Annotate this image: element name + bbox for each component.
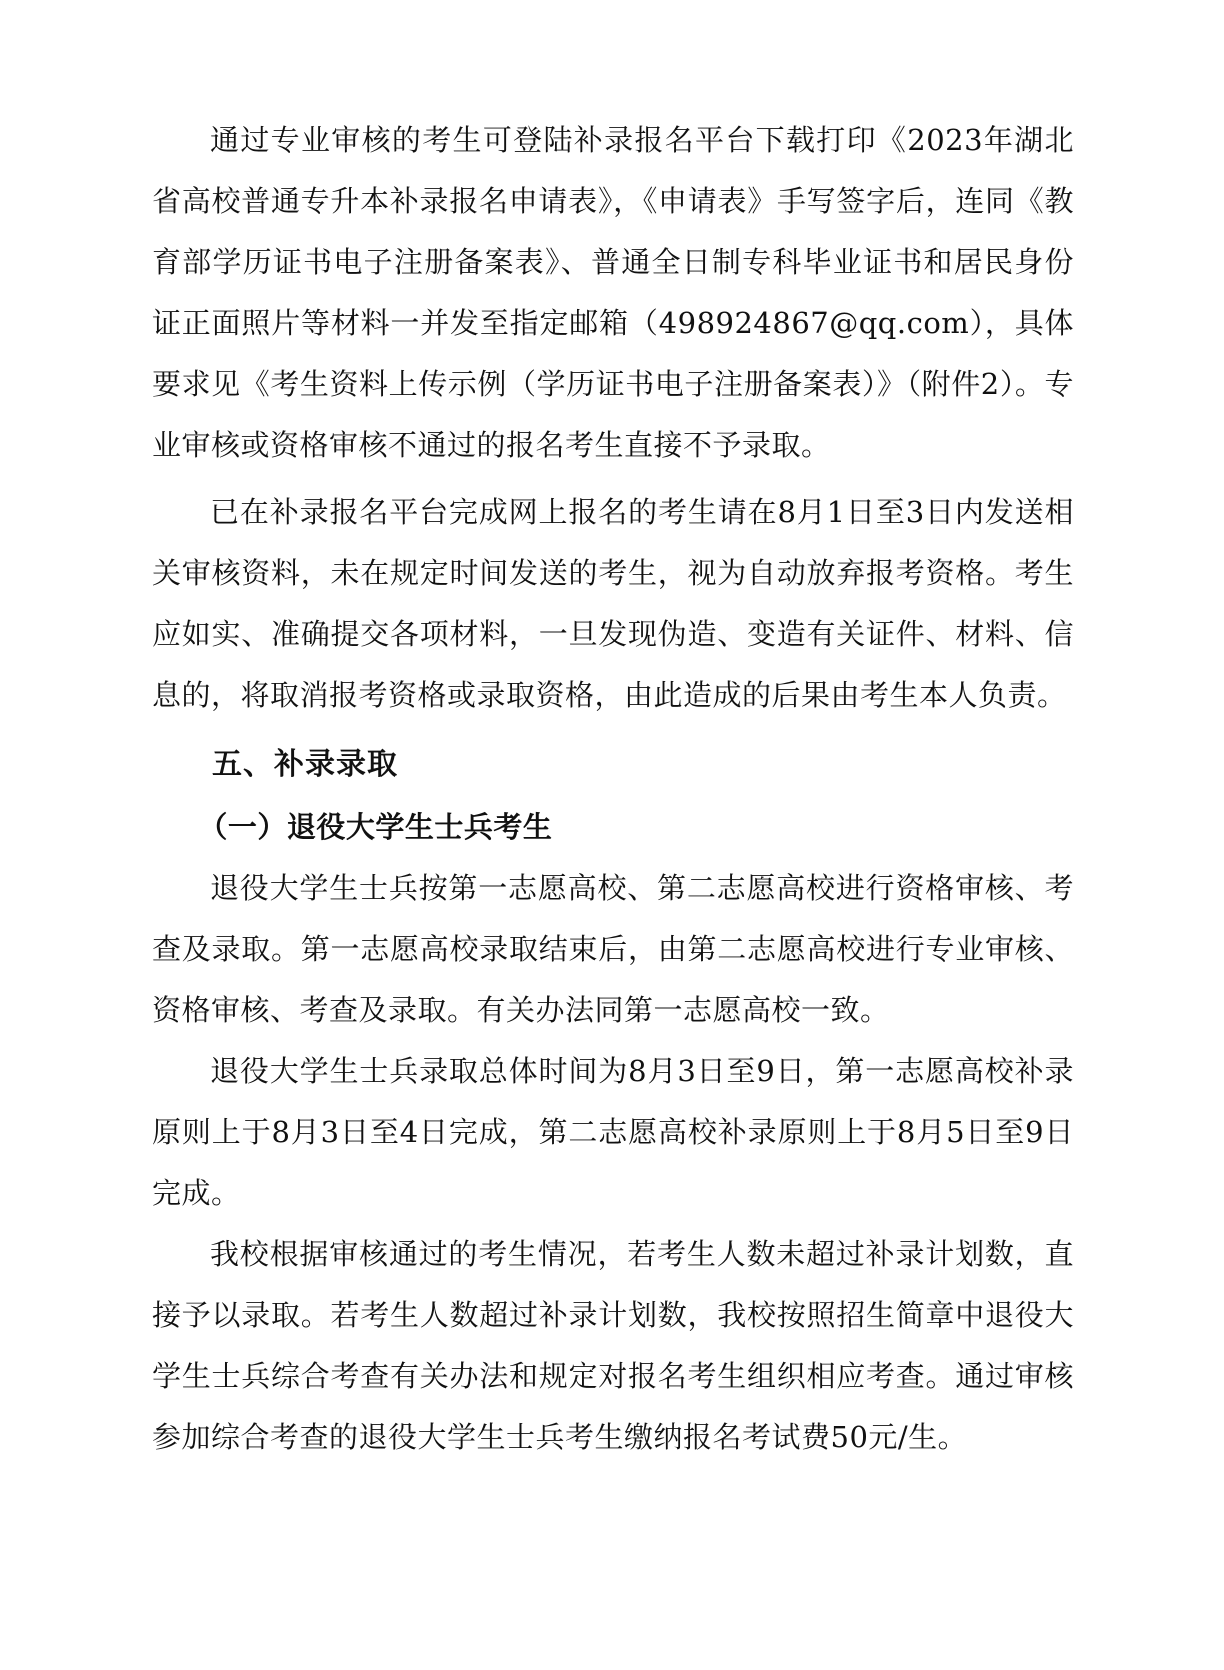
section-heading: 五、补录录取 (212, 747, 398, 782)
paragraph-material-submission: 通过专业审核的考生可登陆补录报名平台下载打印《2023年湖北省高校普通专升本补录报名申请表》，《申请表》手写签字后，连同《教育部学历证书电子注册备案表》、普通全日制专科毕业证书和居民身份证正面照片等材料一并发至指定邮箱（498924867@qq.com），具体要求见《考生资料上传示例（学历证书电子注册备案表）》（附件2）。专业审核或资格审核不通过的报名考生直接不予录取。 (152, 123, 1074, 462)
paragraph-admission-timeline: 退役大学生士兵录取总体时间为8月3日至9日，第一志愿高校补录原则上于8月3日至4日完成，第二志愿高校补录原则上于8月5日至9日完成。 (152, 1054, 1074, 1210)
subsection-heading: （一）退役大学生士兵考生 (198, 810, 553, 844)
paragraph-admission-order: 退役大学生士兵按第一志愿高校、第二志愿高校进行资格审核、考查及录取。第一志愿高校录取结束后，由第二志愿高校进行专业审核、资格审核、考查及录取。有关办法同第一志愿高校一致。 (152, 871, 1074, 1027)
paragraph-admission-rules: 我校根据审核通过的考生情况，若考生人数未超过补录计划数，直接予以录取。若考生人数超过补录计划数，我校按照招生简章中退役大学生士兵综合考查有关办法和规定对报名考生组织相应考查。通过审核参加综合考查的退役大学生士兵考生缴纳报名考试费50元/生。 (152, 1237, 1074, 1454)
paragraph-submission-deadline: 已在补录报名平台完成网上报名的考生请在8月1日至3日内发送相关审核资料，未在规定时间发送的考生，视为自动放弃报考资格。考生应如实、准确提交各项材料，一旦发现伪造、变造有关证件、材料、信息的，将取消报考资格或录取资格，由此造成的后果由考生本人负责。 (152, 495, 1074, 712)
